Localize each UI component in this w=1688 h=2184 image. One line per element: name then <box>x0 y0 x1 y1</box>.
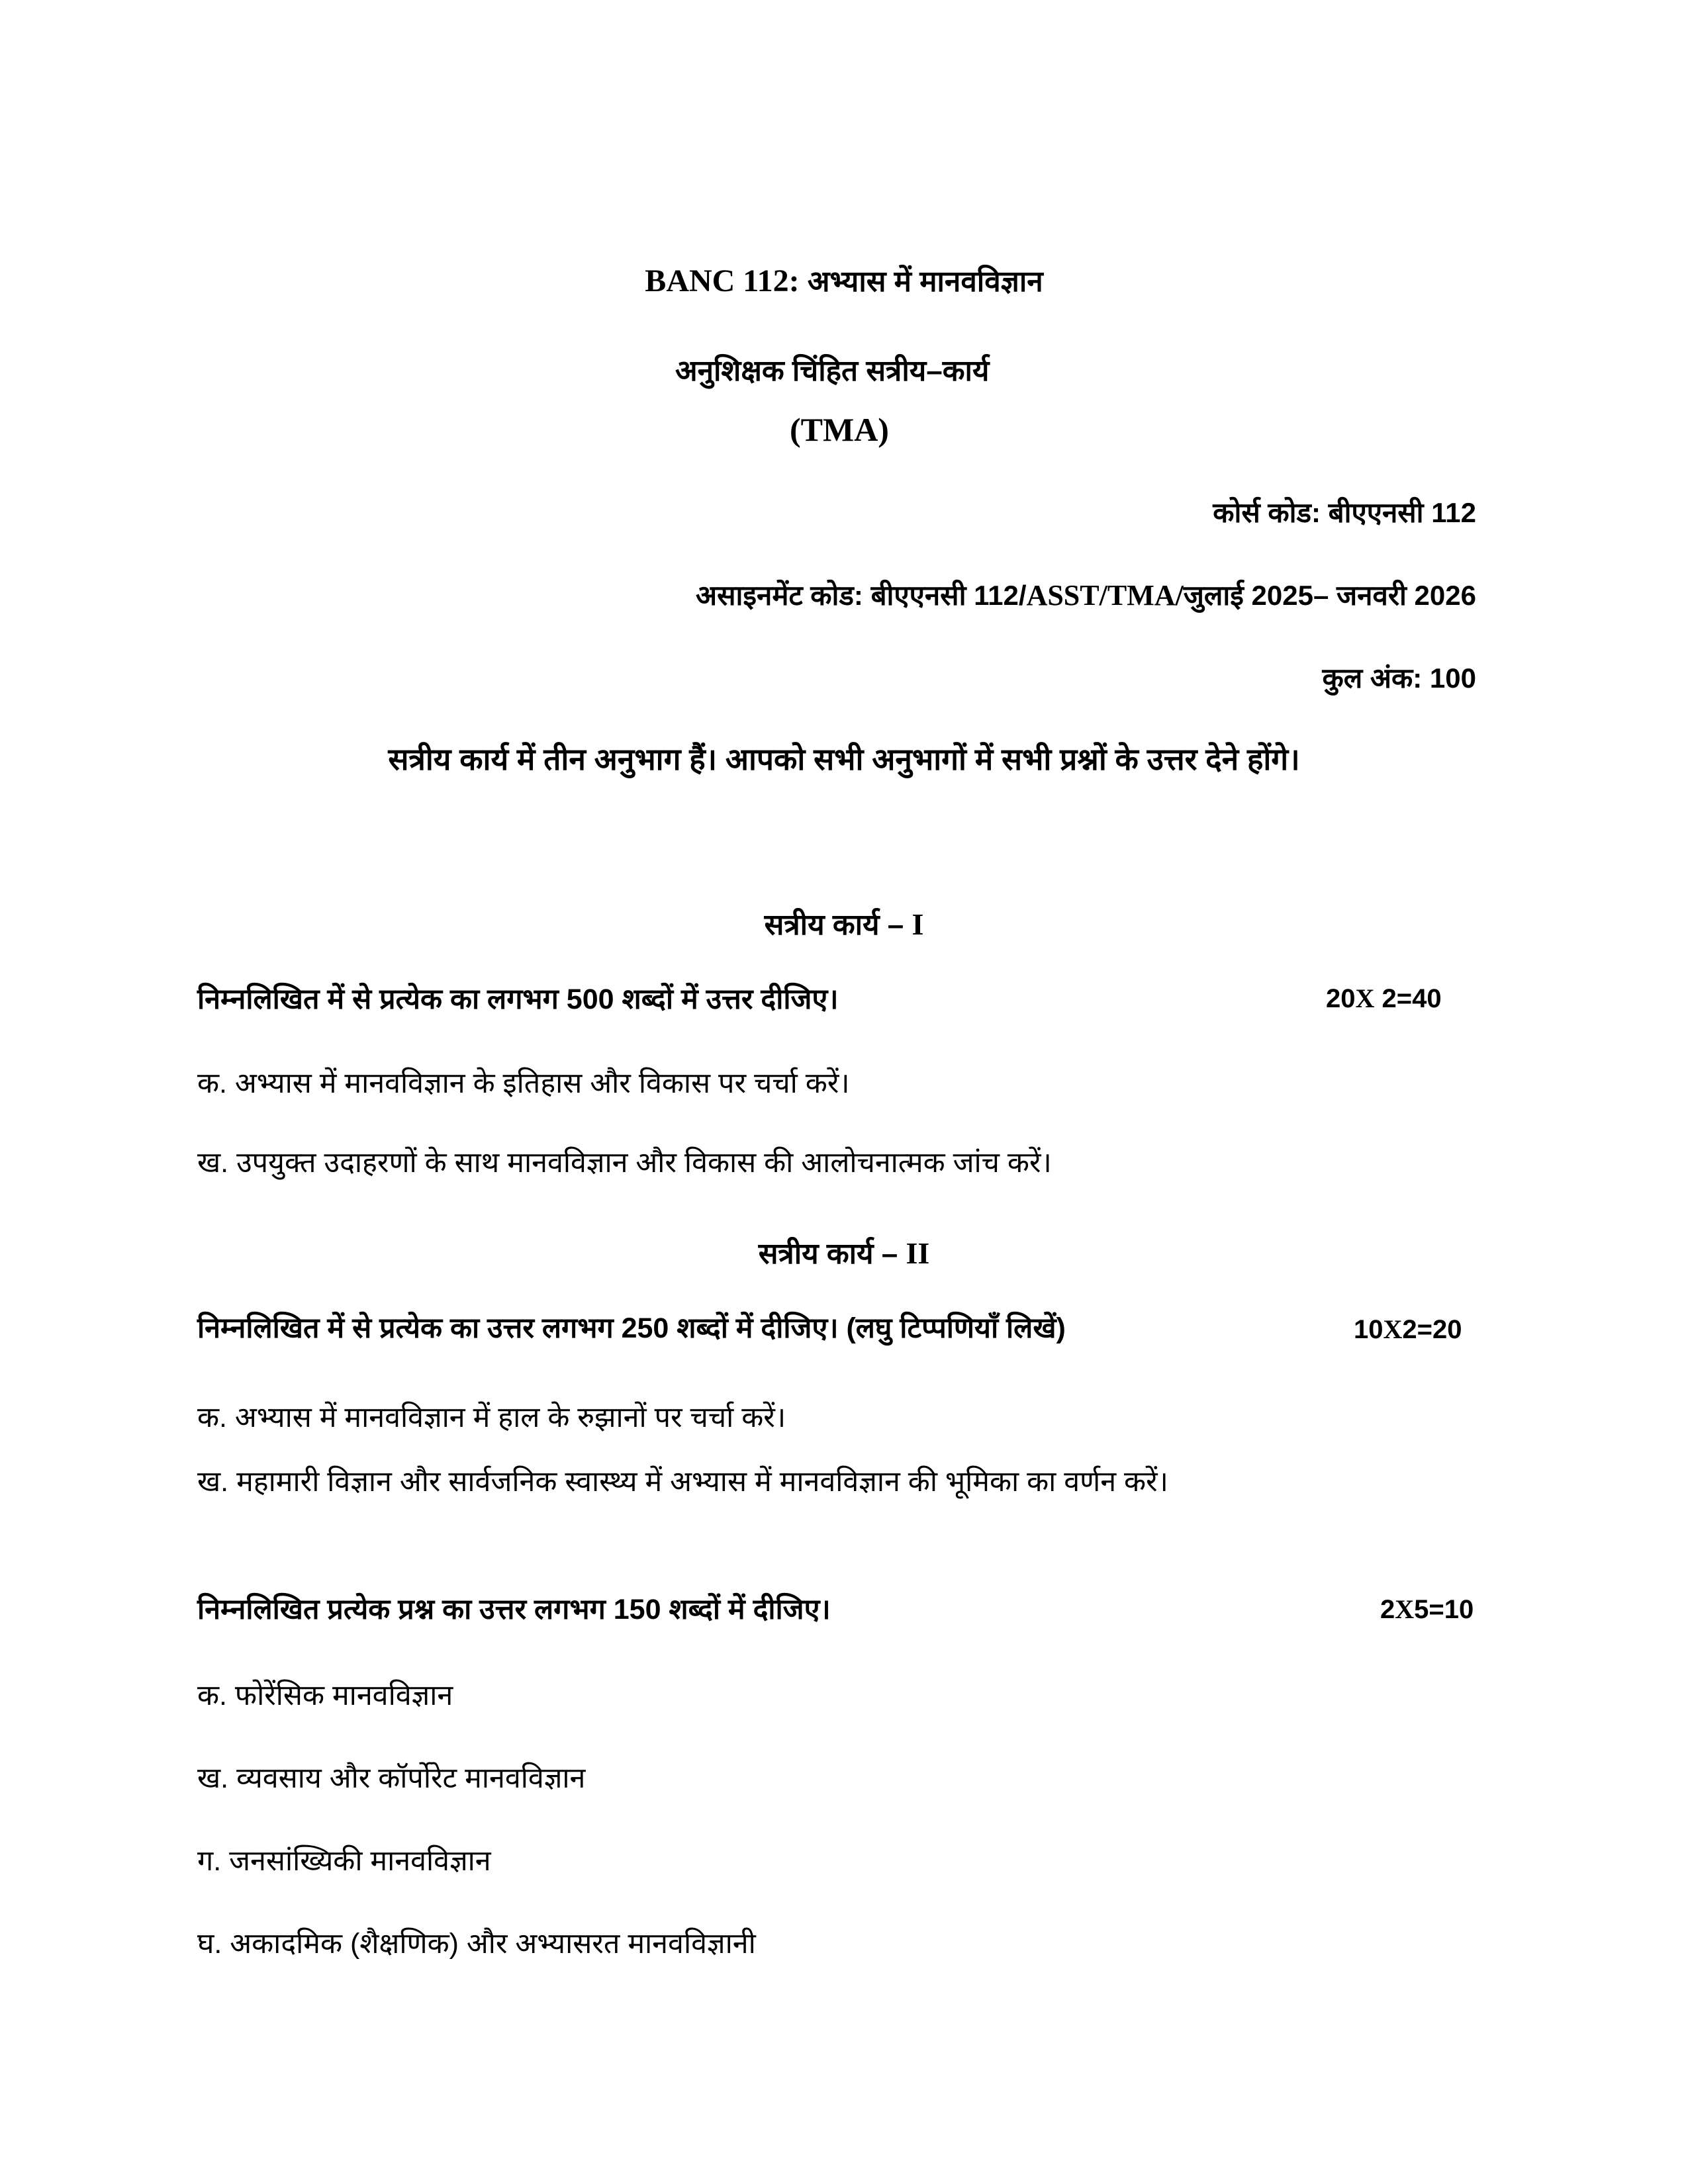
section-2-marks <box>1354 1314 1462 1345</box>
question-item: ख. महामारी विज्ञान और सार्वजनिक स्वास्थ्य में अभ्यास में मानवविज्ञान की भूमिका का वर्णन करें। <box>197 1466 1168 1498</box>
general-instruction: सत्रीय कार्य में तीन अनुभाग हैं। आपको सभी अनुभागों में सभी प्रश्नों के उत्तर देने होंगे। <box>388 742 1300 776</box>
marks-part: 5=10 <box>1414 1595 1474 1624</box>
marks-times: X <box>1355 983 1375 1013</box>
section-heading-roman: II <box>906 1236 930 1270</box>
section-2-instruction: निम्नलिखित में से प्रत्येक का उत्तर लगभग 250 शब्दों में दीजिए। (लघु टिप्पणियाँ लिखें) <box>197 1312 1066 1344</box>
assignment-code-prefix: बीएएनसी 112/ <box>870 580 1027 611</box>
section-heading-roman: I <box>912 907 924 941</box>
section-3-marks <box>1380 1594 1474 1625</box>
marks-times: X <box>1395 1594 1415 1624</box>
document-abbr: (TMA) <box>790 411 889 448</box>
marks-part: 10 <box>1354 1315 1383 1344</box>
marks-times: X <box>1383 1314 1403 1344</box>
marks-part: 20 <box>1326 984 1356 1013</box>
question-item: घ. अकादमिक (शैक्षणिक) और अभ्यासरत मानवविज्ञानी <box>197 1928 756 1960</box>
question-item: ख. व्यवसाय और कॉर्पोरेट मानवविज्ञान <box>197 1762 586 1794</box>
assignment-code-latin: ASST/TMA/ <box>1026 579 1184 612</box>
course-code-label: कोर्स कोड: <box>1213 497 1321 528</box>
assignment-code <box>696 576 1476 614</box>
marks-part: 2=20 <box>1402 1315 1462 1344</box>
course-title-code: BANC 112: <box>645 263 800 298</box>
course-code-value: बीएएनसी 112 <box>1328 497 1476 528</box>
section-heading-2 <box>0 1232 1688 1272</box>
section-1-marks <box>1326 983 1442 1014</box>
assignment-code-suffix: जुलाई 2025– जनवरी 2026 <box>1183 580 1476 611</box>
section-heading-text: सत्रीय कार्य – <box>758 1238 898 1270</box>
marks-part: 2=40 <box>1374 984 1442 1013</box>
document-title <box>0 260 1688 300</box>
total-marks-label: कुल अंक: <box>1322 662 1423 694</box>
question-item: क. फोरेंसिक मानवविज्ञान <box>197 1680 453 1711</box>
marks-part: 2 <box>1380 1595 1395 1624</box>
question-item: ग. जनसांख्यिकी मानवविज्ञान <box>197 1845 491 1877</box>
question-item: क. अभ्यास में मानवविज्ञान में हाल के रुझानों पर चर्चा करें। <box>197 1402 786 1433</box>
total-marks <box>1323 659 1476 696</box>
course-title-text: अभ्यास में मानवविज्ञान <box>807 265 1043 298</box>
assignment-code-label: असाइनमेंट कोड: <box>696 580 863 611</box>
question-item: क. अभ्यास में मानवविज्ञान के इतिहास और विकास पर चर्चा करें। <box>197 1068 850 1099</box>
section-3-instruction: निम्नलिखित प्रत्येक प्रश्न का उत्तर लगभग 150 शब्दों में दीजिए। <box>197 1594 831 1625</box>
document-subtitle: अनुशिक्षक चिंहित सत्रीय–कार्य <box>675 355 990 387</box>
question-item: ख. उपयुक्त उदाहरणों के साथ मानवविज्ञान और विकास की आलोचनात्मक जांच करें। <box>197 1147 1052 1179</box>
section-heading-text: सत्रीय कार्य – <box>764 909 904 941</box>
section-heading-1 <box>0 903 1688 943</box>
section-1-instruction: निम्नलिखित में से प्रत्येक का लगभग 500 शब्दों में उत्तर दीजिए। <box>197 983 839 1015</box>
course-code <box>1213 493 1476 531</box>
total-marks-value: 100 <box>1429 662 1476 694</box>
